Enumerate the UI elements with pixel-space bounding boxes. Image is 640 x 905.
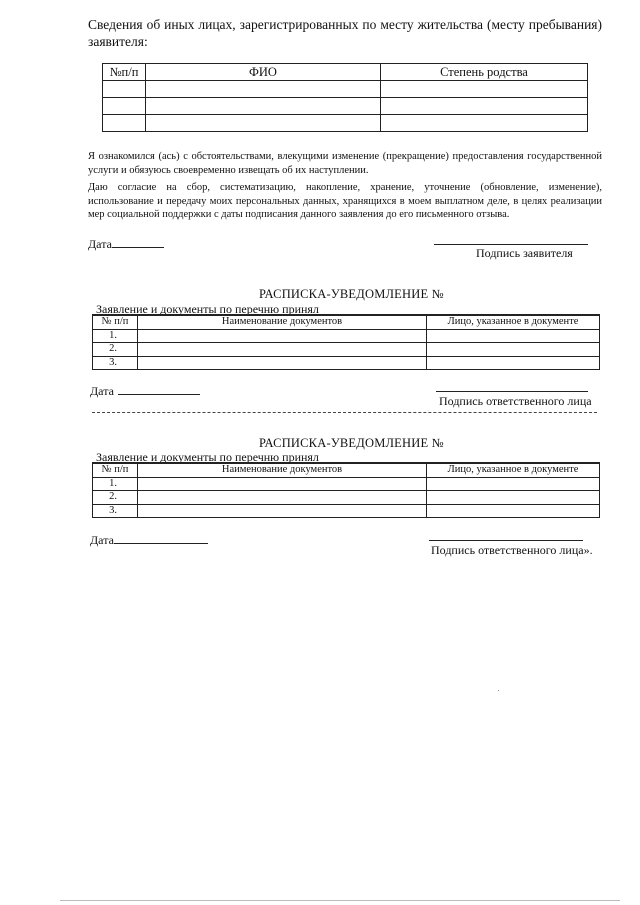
- table-row: [103, 81, 588, 98]
- col-fio-header: ФИО: [146, 64, 381, 81]
- receipt-subtitle: Заявление и документы по перечню принял: [96, 450, 319, 464]
- receipt-date: [90, 382, 200, 399]
- applicant-signature-caption: Подпись заявителя: [476, 246, 573, 260]
- table-cell[interactable]: [138, 356, 427, 370]
- page-edge: [60, 900, 620, 901]
- receipt-table: [92, 463, 600, 518]
- table-row: [93, 343, 600, 357]
- table-row: [93, 504, 600, 518]
- receipt-signature-caption: Подпись ответственного лица».: [431, 543, 593, 557]
- date-label: Дата: [90, 533, 114, 547]
- receipt-date: [90, 531, 208, 548]
- table-cell[interactable]: [146, 81, 381, 98]
- table-cell[interactable]: [103, 81, 146, 98]
- table-cell[interactable]: [427, 356, 600, 370]
- table-cell[interactable]: [381, 115, 588, 132]
- consent-text: Даю согласие на сбор, систематизацию, накопление, хранение, уточнение (обновление, изменение), использование и передачу моих персональных данных, хранящихся в моем выплатном деле, в целях реализации мер социальной поддержки с даты подписания данного заявления до его письменного отзыва.: [88, 182, 602, 220]
- table-row: [93, 477, 600, 491]
- date-blank[interactable]: [112, 235, 164, 248]
- scan-speck: [498, 690, 499, 691]
- col-docname-header: Наименование документов: [138, 316, 427, 330]
- receipt-title: РАСПИСКА-УВЕДОМЛЕНИЕ №: [259, 436, 444, 450]
- table-header-row: [93, 464, 600, 478]
- table-row: [93, 491, 600, 505]
- persons-table: [102, 63, 588, 132]
- table-row: [103, 98, 588, 115]
- date-label: Дата: [90, 384, 114, 398]
- table-cell[interactable]: [427, 491, 600, 505]
- table-cell[interactable]: [381, 81, 588, 98]
- table-cell[interactable]: [103, 98, 146, 115]
- table-row: [93, 329, 600, 343]
- col-number-header: № п/п: [93, 464, 138, 478]
- date-label: Дата: [88, 237, 112, 251]
- intro-text: Сведения об иных лицах, зарегистрированных по месту жительства (месту пребывания) заявителя:: [88, 17, 602, 49]
- applicant-date: [88, 235, 164, 252]
- table-cell[interactable]: [138, 343, 427, 357]
- table-cell[interactable]: [138, 329, 427, 343]
- signature-line[interactable]: [436, 391, 588, 392]
- table-cell[interactable]: [381, 98, 588, 115]
- signature-line[interactable]: [429, 540, 583, 541]
- row-number: 1.: [93, 477, 138, 491]
- col-docname-header: Наименование документов: [138, 464, 427, 478]
- col-number-header: № п/п: [93, 316, 138, 330]
- date-blank[interactable]: [118, 382, 200, 395]
- col-person-header: Лицо, указанное в документе: [427, 316, 600, 330]
- receipt-title: РАСПИСКА-УВЕДОМЛЕНИЕ №: [259, 287, 444, 301]
- row-number: 3.: [93, 504, 138, 518]
- table-row: [93, 356, 600, 370]
- table-cell[interactable]: [138, 504, 427, 518]
- table-cell[interactable]: [427, 477, 600, 491]
- table-row: [103, 115, 588, 132]
- table-header-row: [93, 316, 600, 330]
- table-cell[interactable]: [427, 504, 600, 518]
- row-number: 1.: [93, 329, 138, 343]
- table-cell[interactable]: [146, 98, 381, 115]
- table-header-row: [103, 64, 588, 81]
- date-blank[interactable]: [114, 531, 208, 544]
- receipt-subtitle: Заявление и документы по перечню принял: [96, 302, 319, 316]
- cut-line: [92, 412, 597, 413]
- row-number: 2.: [93, 491, 138, 505]
- table-cell[interactable]: [138, 477, 427, 491]
- col-number-header: №п/п: [103, 64, 146, 81]
- col-person-header: Лицо, указанное в документе: [427, 464, 600, 478]
- receipt-signature-caption: Подпись ответственного лица: [439, 394, 592, 408]
- receipt-table: [92, 315, 600, 370]
- table-cell[interactable]: [427, 343, 600, 357]
- col-relation-header: Степень родства: [381, 64, 588, 81]
- signature-line[interactable]: [434, 244, 588, 245]
- table-cell[interactable]: [146, 115, 381, 132]
- acknowledgement-text: Я ознакомился (ась) с обстоятельствами, влекущими изменение (прекращение) предоставления государственной услуги и обязуюсь своевременно извещать об их наступлении.: [88, 151, 602, 176]
- row-number: 3.: [93, 356, 138, 370]
- row-number: 2.: [93, 343, 138, 357]
- table-cell[interactable]: [427, 329, 600, 343]
- table-cell[interactable]: [103, 115, 146, 132]
- table-cell[interactable]: [138, 491, 427, 505]
